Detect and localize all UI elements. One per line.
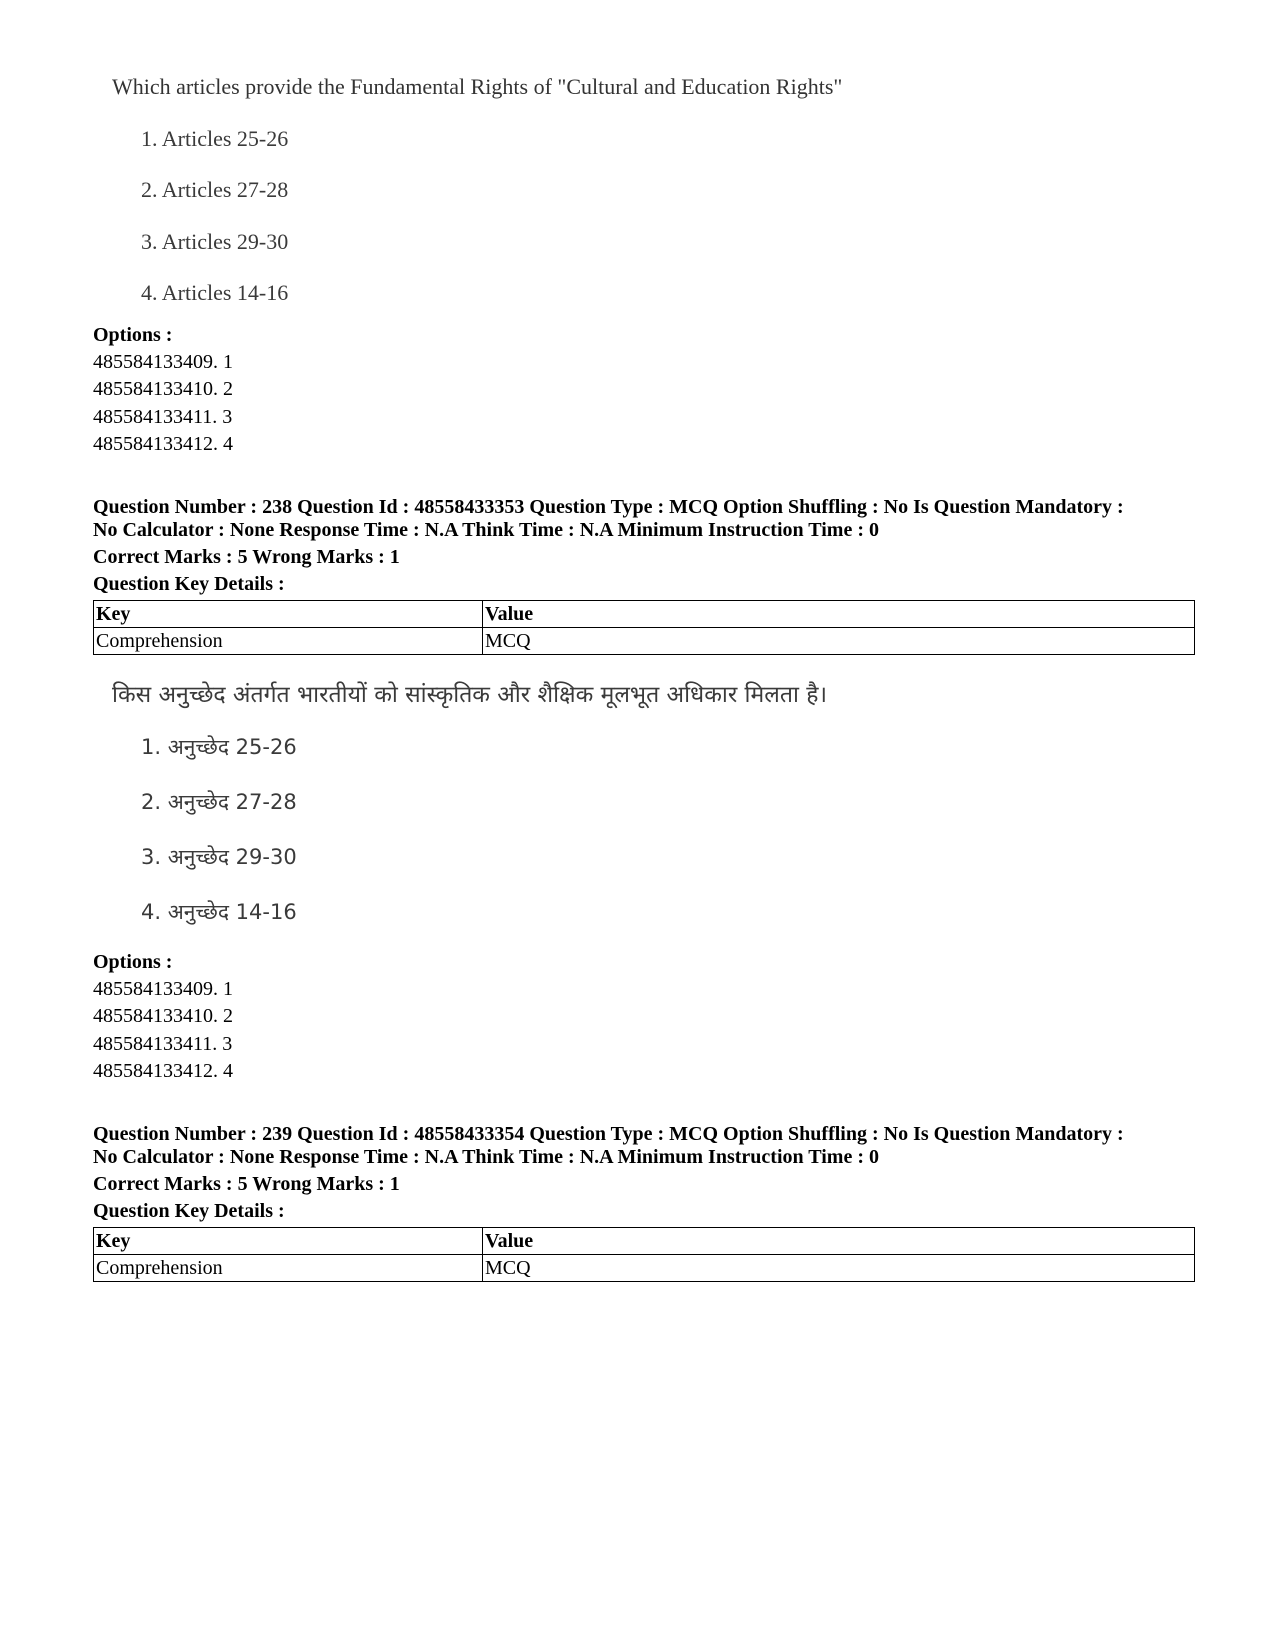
header-key: Key: [94, 1228, 483, 1255]
question-meta-line2: No Calculator : None Response Time : N.A Think Time : N.A Minimum Instruction Time : 0: [93, 519, 879, 541]
key-table: [93, 1227, 1195, 1282]
cell-key: Comprehension: [94, 1255, 483, 1282]
marks-line: Correct Marks : 5 Wrong Marks : 1: [93, 1173, 400, 1195]
table-row: [94, 1255, 1195, 1282]
table-header-row: [94, 601, 1195, 628]
question-text-english: Which articles provide the Fundamental Rights of "Cultural and Education Rights": [112, 74, 843, 99]
options-label: Options :: [93, 324, 173, 346]
key-details-label: Question Key Details :: [93, 1200, 285, 1222]
question-meta-line1: Question Number : 239 Question Id : 48558433354 Question Type : MCQ Option Shuffling : No Is Question Mandatory :: [93, 1123, 1124, 1145]
option-1: 485584133409. 1: [93, 351, 233, 373]
option-3: 485584133411. 3: [93, 406, 233, 428]
choice-1: 1. Articles 25-26: [141, 126, 289, 151]
choice-hi-4: 4. अनुच्छेद 14-16: [141, 900, 297, 924]
question-text-hindi: किस अनुच्छेद अंतर्गत भारतीयों को सांस्कृतिक और शैक्षिक मूलभूत अधिकार मिलता है।: [112, 682, 828, 708]
option-4: 485584133412. 4: [93, 433, 233, 455]
option-4: 485584133412. 4: [93, 1060, 233, 1082]
table-header-row: [94, 1228, 1195, 1255]
cell-value: MCQ: [483, 628, 1195, 655]
options-label: Options :: [93, 951, 173, 973]
key-table: [93, 600, 1195, 655]
choice-2: 2. Articles 27-28: [141, 177, 289, 202]
cell-value: MCQ: [483, 1255, 1195, 1282]
option-1: 485584133409. 1: [93, 978, 233, 1000]
choice-hi-2: 2. अनुच्छेद 27-28: [141, 790, 297, 814]
question-meta-line2: No Calculator : None Response Time : N.A Think Time : N.A Minimum Instruction Time : 0: [93, 1146, 879, 1168]
option-2: 485584133410. 2: [93, 378, 233, 400]
option-3: 485584133411. 3: [93, 1033, 233, 1055]
question-meta-line1: Question Number : 238 Question Id : 48558433353 Question Type : MCQ Option Shuffling : No Is Question Mandatory :: [93, 496, 1124, 518]
marks-line: Correct Marks : 5 Wrong Marks : 1: [93, 546, 400, 568]
option-2: 485584133410. 2: [93, 1005, 233, 1027]
header-value: Value: [483, 1228, 1195, 1255]
header-value: Value: [483, 601, 1195, 628]
choice-hi-1: 1. अनुच्छेद 25-26: [141, 735, 297, 759]
cell-key: Comprehension: [94, 628, 483, 655]
choice-4: 4. Articles 14-16: [141, 280, 289, 305]
table-row: [94, 628, 1195, 655]
key-details-label: Question Key Details :: [93, 573, 285, 595]
choice-hi-3: 3. अनुच्छेद 29-30: [141, 845, 297, 869]
choice-3: 3. Articles 29-30: [141, 229, 289, 254]
header-key: Key: [94, 601, 483, 628]
